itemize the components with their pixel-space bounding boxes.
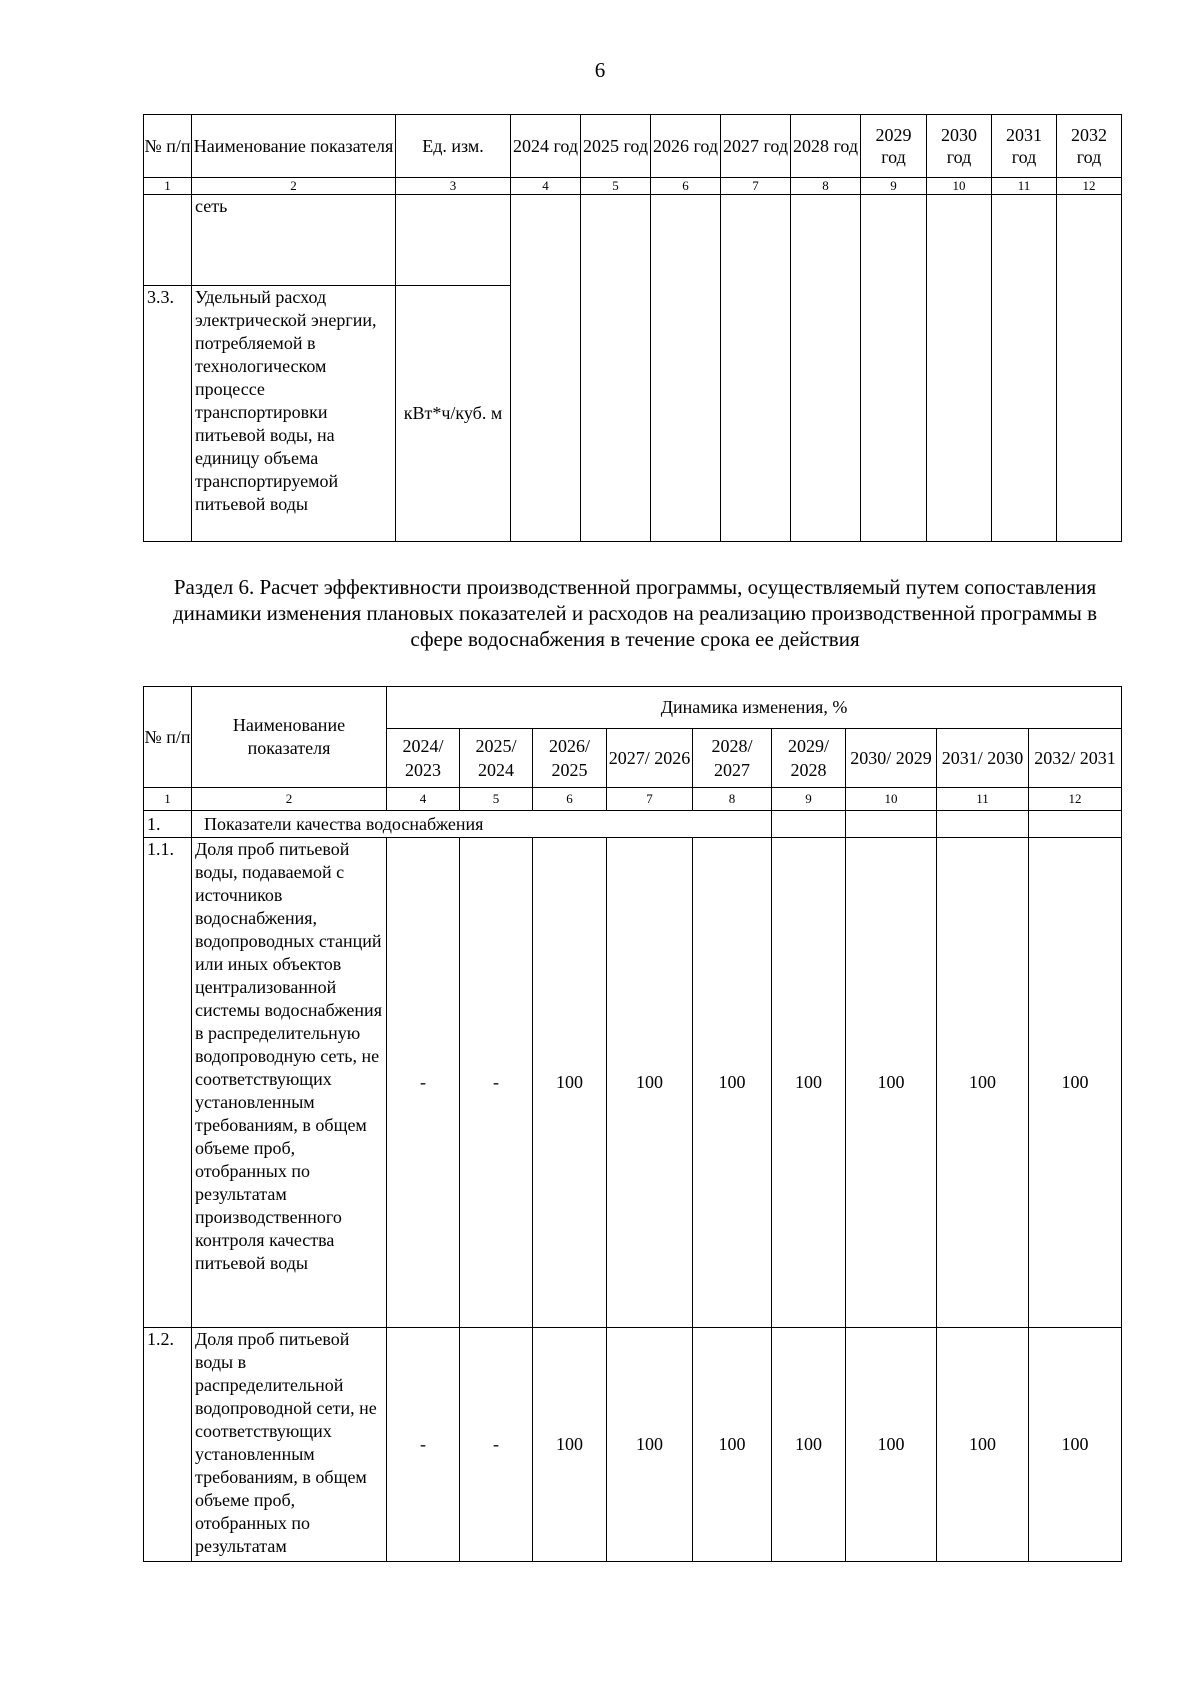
row-value: 100 bbox=[607, 838, 693, 1328]
col-number: 9 bbox=[772, 788, 846, 811]
empty-cell bbox=[937, 811, 1029, 838]
col-number: 5 bbox=[581, 178, 651, 195]
empty-cell bbox=[651, 195, 721, 542]
period-header: 2025/ 2024 bbox=[460, 729, 533, 788]
period-header: 2032/ 2031 bbox=[1029, 729, 1122, 788]
period-header: 2028/ 2027 bbox=[693, 729, 772, 788]
table-row bbox=[144, 195, 1122, 286]
col-number: 11 bbox=[992, 178, 1057, 195]
section-row bbox=[144, 811, 1122, 838]
col-number: 6 bbox=[533, 788, 607, 811]
row-value: 100 bbox=[846, 838, 937, 1328]
section-title: Раздел 6. Расчет эффективности производственной программы, осуществляемый путем сопоставления динамики изменения плановых показателей и расходов на реализацию производственной программы в сфере водоснабжения в течение срока ее действия bbox=[172, 575, 1097, 651]
row-name: сеть bbox=[192, 195, 396, 286]
col-number: 12 bbox=[1029, 788, 1122, 811]
empty-cell bbox=[861, 195, 927, 542]
efficiency-table bbox=[143, 686, 1122, 1562]
col-number: 4 bbox=[387, 788, 460, 811]
row-num: 1.1. bbox=[144, 838, 192, 1328]
col-year-header: 2024 год bbox=[511, 115, 581, 178]
table2-column-numbers bbox=[144, 788, 1122, 811]
period-header: 2024/ 2023 bbox=[387, 729, 460, 788]
col-year-header: 2032 год bbox=[1057, 115, 1122, 178]
row-value: 100 bbox=[937, 838, 1029, 1328]
indicators-table bbox=[143, 114, 1122, 542]
dynamics-header: Динамика изменения, % bbox=[387, 687, 1122, 729]
row-unit bbox=[396, 195, 511, 286]
row-value: 100 bbox=[846, 1328, 937, 1562]
row-value: 100 bbox=[693, 838, 772, 1328]
table-row bbox=[144, 1328, 1122, 1562]
row-value: 100 bbox=[533, 838, 607, 1328]
col-year-header: 2030 год bbox=[927, 115, 992, 178]
empty-cell bbox=[846, 811, 937, 838]
col-number: 10 bbox=[846, 788, 937, 811]
col-num-header: № п/п bbox=[144, 687, 192, 788]
row-name: Доля проб питьевой воды в распределительной водопроводной сети, не соответствующих установленным требованиям, в общем объеме проб, отобранных по результатам bbox=[192, 1328, 387, 1562]
col-number: 1 bbox=[144, 178, 192, 195]
col-number: 2 bbox=[192, 788, 387, 811]
row-name: Удельный расход электрической энергии, потребляемой в технологическом процессе транспортировки питьевой воды, на единицу объема транспортируемой питьевой воды bbox=[192, 286, 396, 542]
col-year-header: 2029 год bbox=[861, 115, 927, 178]
section-num: 1. bbox=[144, 811, 192, 838]
period-header: 2026/ 2025 bbox=[533, 729, 607, 788]
row-value: 100 bbox=[693, 1328, 772, 1562]
empty-cell bbox=[772, 811, 846, 838]
empty-cell bbox=[927, 195, 992, 542]
row-num: 3.3. bbox=[144, 286, 192, 542]
table1-column-numbers bbox=[144, 178, 1122, 195]
row-value: - bbox=[460, 1328, 533, 1562]
empty-cell bbox=[1029, 811, 1122, 838]
period-header: 2027/ 2026 bbox=[607, 729, 693, 788]
empty-cell bbox=[721, 195, 791, 542]
col-year-header: 2027 год bbox=[721, 115, 791, 178]
period-header: 2029/ 2028 bbox=[772, 729, 846, 788]
row-value: 100 bbox=[1029, 1328, 1122, 1562]
row-value: 100 bbox=[533, 1328, 607, 1562]
table1-header-row bbox=[144, 115, 1122, 178]
row-value: 100 bbox=[607, 1328, 693, 1562]
col-number: 5 bbox=[460, 788, 533, 811]
row-value: 100 bbox=[937, 1328, 1029, 1562]
section-name: Показатели качества водоснабжения bbox=[192, 811, 772, 838]
col-number: 7 bbox=[607, 788, 693, 811]
row-num bbox=[144, 195, 192, 286]
col-number: 7 bbox=[721, 178, 791, 195]
period-header: 2030/ 2029 bbox=[846, 729, 937, 788]
col-number: 1 bbox=[144, 788, 192, 811]
row-name: Доля проб питьевой воды, подаваемой с источников водоснабжения, водопроводных станций или иных объектов централизованной системы водоснабжения в распределительную водопроводную сеть, не соответствующих установленным требованиям, в общем объеме проб, отобранных по результатам производственного контроля качества питьевой воды bbox=[192, 838, 387, 1328]
col-number: 6 bbox=[651, 178, 721, 195]
period-header: 2031/ 2030 bbox=[937, 729, 1029, 788]
row-unit: кВт*ч/куб. м bbox=[396, 286, 511, 542]
row-value: 100 bbox=[772, 1328, 846, 1562]
col-year-header: 2028 год bbox=[791, 115, 861, 178]
empty-cell bbox=[1057, 195, 1122, 542]
row-value: - bbox=[387, 838, 460, 1328]
row-value: 100 bbox=[1029, 838, 1122, 1328]
col-number: 8 bbox=[693, 788, 772, 811]
col-name-header: Наименование показателя bbox=[192, 687, 387, 788]
col-number: 8 bbox=[791, 178, 861, 195]
col-year-header: 2025 год bbox=[581, 115, 651, 178]
col-number: 9 bbox=[861, 178, 927, 195]
col-number: 11 bbox=[937, 788, 1029, 811]
empty-cell bbox=[992, 195, 1057, 542]
empty-cell bbox=[511, 195, 581, 542]
col-year-header: 2031 год bbox=[992, 115, 1057, 178]
table2-header-row bbox=[144, 687, 1122, 729]
empty-cell bbox=[581, 195, 651, 542]
col-number: 10 bbox=[927, 178, 992, 195]
page-number: 6 bbox=[594, 58, 606, 82]
row-num: 1.2. bbox=[144, 1328, 192, 1562]
col-name-header: Наименование показателя bbox=[192, 115, 396, 178]
col-number: 3 bbox=[396, 178, 511, 195]
col-num-header: № п/п bbox=[144, 115, 192, 178]
col-unit-header: Ед. изм. bbox=[396, 115, 511, 178]
col-number: 12 bbox=[1057, 178, 1122, 195]
col-number: 2 bbox=[192, 178, 396, 195]
col-year-header: 2026 год bbox=[651, 115, 721, 178]
table-row bbox=[144, 838, 1122, 1328]
row-value: 100 bbox=[772, 838, 846, 1328]
row-value: - bbox=[387, 1328, 460, 1562]
col-number: 4 bbox=[511, 178, 581, 195]
empty-cell bbox=[791, 195, 861, 542]
row-value: - bbox=[460, 838, 533, 1328]
